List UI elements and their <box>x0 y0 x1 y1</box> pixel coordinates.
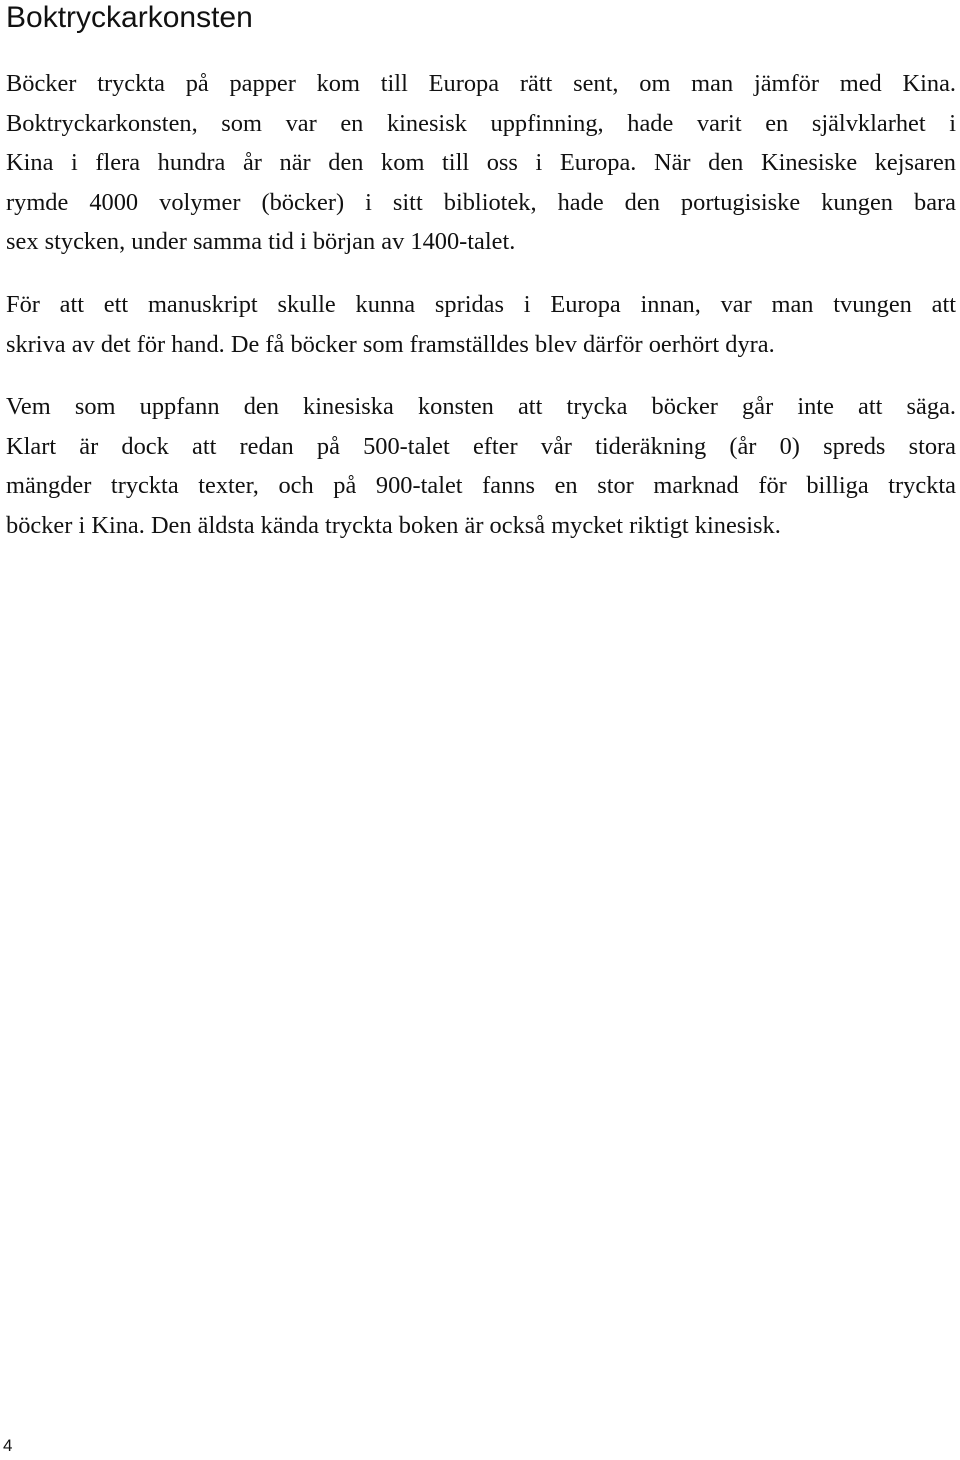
paragraph-line: mängder tryckta texter, och på 900-talet fanns en stor marknad för billiga tryckta <box>6 472 956 499</box>
paragraph-manuscripts <box>6 285 956 364</box>
paragraph-line: sex stycken, under samma tid i början av 1400-talet. <box>6 228 516 255</box>
paragraph-chinese-printing <box>6 387 956 545</box>
paragraph-line: Kina i flera hundra år när den kom till oss i Europa. När den Kinesiske kejsaren <box>6 149 956 176</box>
page-number: 4 <box>3 1436 13 1455</box>
paragraph-line: Böcker tryckta på papper kom till Europa rätt sent, om man jämför med Kina. <box>6 70 956 97</box>
paragraph-line: böcker i Kina. Den äldsta kända tryckta boken är också mycket riktigt kinesisk. <box>6 511 781 539</box>
paragraph-line: Boktryckarkonsten, som var en kinesisk uppfinning, hade varit en självklarhet i <box>6 109 956 137</box>
paragraph-line: rymde 4000 volymer (böcker) i sitt bibliotek, hade den portugisiske kungen bara <box>6 188 956 216</box>
paragraph-line: Klart är dock att redan på 500-talet efter vår tideräkning (år 0) spreds stora <box>6 432 956 460</box>
paragraph-line: skriva av det för hand. De få böcker som framställdes blev därför oerhört dyra. <box>6 330 775 358</box>
page-title: Boktryckarkonsten <box>6 1 253 34</box>
paragraph-line: Vem som uppfann den kinesiska konsten att trycka böcker går inte att säga. <box>6 393 956 420</box>
paragraph-line: För att ett manuskript skulle kunna spridas i Europa innan, var man tvungen att <box>6 291 956 318</box>
paragraph-paper-books-europe <box>6 64 956 262</box>
